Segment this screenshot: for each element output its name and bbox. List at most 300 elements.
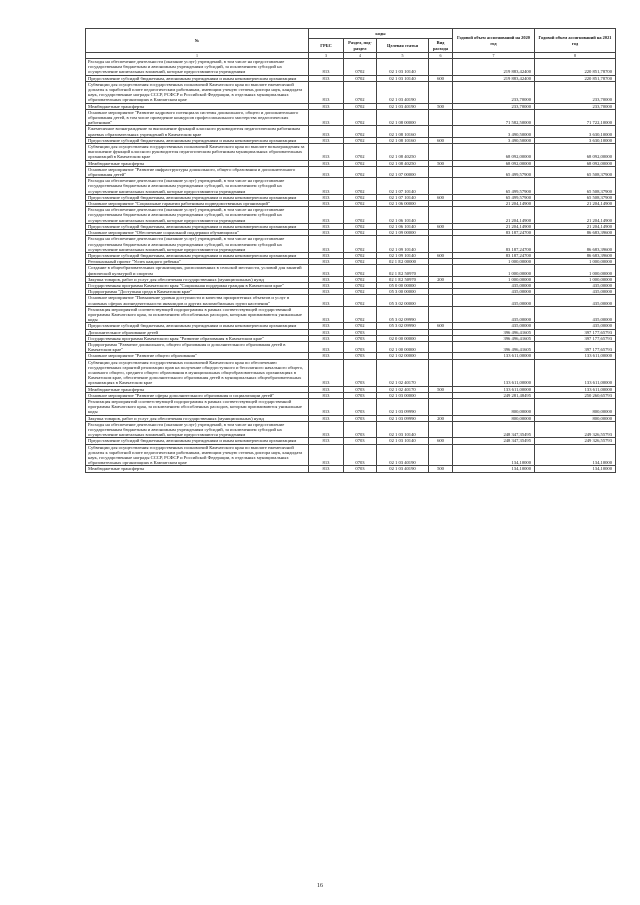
row-section-code: 0702 xyxy=(344,144,377,161)
row-target-article: 05 3 00 00000 xyxy=(377,289,429,295)
row-amount-2020: 219 883,42400 xyxy=(453,75,535,81)
header-number: № xyxy=(86,29,309,53)
row-section-code: 0703 xyxy=(344,466,377,472)
column-number: 8 xyxy=(535,53,616,59)
row-section-code: 0703 xyxy=(344,415,377,421)
row-amount-2020: 83 187,24700 xyxy=(453,252,535,258)
row-target-article: 02 1 06 00000 xyxy=(377,201,429,207)
row-section-code: 0703 xyxy=(344,359,377,386)
row-description: Подпрограмма "Доступная среда в Камчатском крае" xyxy=(86,289,309,295)
row-section-code: 0703 xyxy=(344,341,377,352)
row-amount-2021: 134,10000 xyxy=(535,444,616,466)
row-amount-2021: 250 260,65793 xyxy=(535,392,616,398)
row-amount-2020: 233,70000 xyxy=(453,81,535,103)
row-grbs-code: 813 xyxy=(309,415,344,421)
budget-table-sheet xyxy=(85,28,615,473)
table-row xyxy=(86,144,616,161)
row-expense-type xyxy=(429,166,453,177)
row-target-article: 02 1 E2 00000 xyxy=(377,259,429,265)
row-amount-2020: 83 187,24700 xyxy=(453,230,535,236)
row-amount-2021: 86 683,39600 xyxy=(535,252,616,258)
row-amount-2020: 71 582,50000 xyxy=(453,109,535,126)
row-amount-2020: 800,00000 xyxy=(453,398,535,415)
row-amount-2020: 396 496,41605 xyxy=(453,335,535,341)
row-grbs-code: 813 xyxy=(309,276,344,282)
row-amount-2020: 233,70000 xyxy=(453,103,535,109)
row-amount-2020: 435,00000 xyxy=(453,323,535,329)
row-expense-type xyxy=(429,444,453,466)
row-grbs-code: 813 xyxy=(309,359,344,386)
page-number: 16 xyxy=(317,883,323,889)
row-section-code: 0702 xyxy=(344,166,377,177)
table-row xyxy=(86,444,616,466)
row-amount-2020: 435,00000 xyxy=(453,306,535,323)
row-target-article: 05 0 00 00000 xyxy=(377,282,429,288)
row-amount-2020: 435,00000 xyxy=(453,289,535,295)
row-amount-2021: 435,00000 xyxy=(535,289,616,295)
row-grbs-code: 813 xyxy=(309,444,344,466)
row-amount-2020: 21 204,14900 xyxy=(453,201,535,207)
row-amount-2020: 248 347,35495 xyxy=(453,438,535,444)
row-grbs-code: 813 xyxy=(309,207,344,224)
row-expense-type xyxy=(429,81,453,103)
row-expense-type: 500 xyxy=(429,386,453,392)
row-expense-type: 500 xyxy=(429,160,453,166)
row-amount-2021: 133 611,00000 xyxy=(535,359,616,386)
row-grbs-code: 813 xyxy=(309,126,344,137)
header-codes: коды xyxy=(309,29,453,39)
row-expense-type: 600 xyxy=(429,194,453,200)
row-target-article: 05 3 02 09990 xyxy=(377,323,429,329)
row-section-code: 0702 xyxy=(344,306,377,323)
row-expense-type xyxy=(429,341,453,352)
row-amount-2020: 396 496,41605 xyxy=(453,341,535,352)
row-grbs-code: 813 xyxy=(309,289,344,295)
row-section-code: 0703 xyxy=(344,444,377,466)
row-expense-type: 600 xyxy=(429,438,453,444)
row-target-article: 05 3 02 00000 xyxy=(377,295,429,306)
row-grbs-code: 813 xyxy=(309,323,344,329)
row-target-article: 02 1 00 00000 xyxy=(377,341,429,352)
row-description: Основное мероприятие "Развитие инфраструктуры дошкольного, общего образования и дополнительного образования детей" xyxy=(86,166,309,177)
row-description: Основное мероприятие "Развитие сферы дополнительного образования и социализации детей" xyxy=(86,392,309,398)
row-amount-2020: 3 490,50000 xyxy=(453,137,535,143)
header-expense-type: Вид расхода xyxy=(429,39,453,53)
row-amount-2021: 86 683,39600 xyxy=(535,236,616,253)
row-target-article: 02 1 08 00000 xyxy=(377,109,429,126)
row-amount-2021: 21 204,14900 xyxy=(535,201,616,207)
row-grbs-code: 813 xyxy=(309,335,344,341)
row-section-code: 0703 xyxy=(344,329,377,335)
row-target-article: 02 1 09 10140 xyxy=(377,236,429,253)
row-amount-2021: 65 508,37900 xyxy=(535,178,616,195)
row-amount-2020: 1 000,00000 xyxy=(453,259,535,265)
row-amount-2020: 65 499,57900 xyxy=(453,178,535,195)
table-row xyxy=(86,421,616,438)
row-grbs-code: 813 xyxy=(309,329,344,335)
header-grbs: ГРБС xyxy=(309,39,344,53)
row-description: Предоставление субсидий бюджетным, автономным учреждениям и иным некоммерческим организациям xyxy=(86,137,309,143)
row-grbs-code: 813 xyxy=(309,223,344,229)
row-target-article: 02 1 02 40170 xyxy=(377,359,429,386)
row-description: Предоставление субсидий бюджетным, автономным учреждениям и иным некоммерческим организациям xyxy=(86,323,309,329)
header-year-2021: Годовой объем ассигнований на 2021 год xyxy=(535,29,616,53)
row-target-article: 02 1 08 10160 xyxy=(377,126,429,137)
row-expense-type: 200 xyxy=(429,276,453,282)
row-description: Предоставление субсидий бюджетным, автономным учреждениям и иным некоммерческим организациям xyxy=(86,252,309,258)
row-target-article: 02 1 03 40190 xyxy=(377,444,429,466)
row-expense-type: 500 xyxy=(429,466,453,472)
row-section-code: 0702 xyxy=(344,59,377,76)
row-description: Межбюджетные трансферты xyxy=(86,386,309,392)
row-description: Расходы на обеспечение деятельности (оказание услуг) учреждений, в том числе на предоставление государственным бюджетным и автономным учреждениям субсидий, за исключением субсидий на осуществление капитальных вложений, которые предоставляются учреждениям xyxy=(86,59,309,76)
row-amount-2020: 249 281,48495 xyxy=(453,392,535,398)
row-target-article: 02 1 07 10140 xyxy=(377,194,429,200)
row-description: Подпрограмма "Развитие дошкольного, общего образования и дополнительного образования детей в Камчатском крае" xyxy=(86,341,309,352)
row-amount-2020: 435,00000 xyxy=(453,295,535,306)
row-amount-2020: 65 499,57900 xyxy=(453,194,535,200)
row-section-code: 0703 xyxy=(344,335,377,341)
row-description: Ежемесячное вознаграждение за выполнение функций классного руководителя педагогическим работникам краевых образовательных учреждений в Камчатском крае xyxy=(86,126,309,137)
row-description: Основное мероприятие "Развитие общего образования" xyxy=(86,353,309,359)
row-amount-2020: 65 499,57900 xyxy=(453,166,535,177)
row-target-article: 02 1 09 10140 xyxy=(377,252,429,258)
header-razdel: Раздел, под-раздел xyxy=(344,39,377,53)
row-description: Основное мероприятие "Развитие кадрового потенциала системы дошкольного, общего и дополнительного образования детей, в том числе проведение конкурсов профессионального мастерства педагогических работников" xyxy=(86,109,309,126)
row-description: Основное мероприятие "Социальные гарантии работникам подведомственных организаций" xyxy=(86,201,309,207)
row-description: Расходы на обеспечение деятельности (оказание услуг) учреждений, в том числе на предоставление государственным бюджетным и автономным учреждениям субсидий, за исключением субсидий на осуществление капитальных вложений, которые предоставляются учреждениям xyxy=(86,207,309,224)
row-grbs-code: 813 xyxy=(309,109,344,126)
row-target-article: 02 1 E2 50970 xyxy=(377,276,429,282)
row-target-article: 02 1 03 40190 xyxy=(377,81,429,103)
row-grbs-code: 813 xyxy=(309,265,344,276)
row-description: Дополнительное образование детей xyxy=(86,329,309,335)
row-section-code: 0702 xyxy=(344,109,377,126)
row-grbs-code: 813 xyxy=(309,160,344,166)
budget-table xyxy=(85,28,616,473)
row-target-article: 02 1 03 10140 xyxy=(377,75,429,81)
row-grbs-code: 813 xyxy=(309,421,344,438)
header-year-2020: Годовой объем ассигнований на 2020 год xyxy=(453,29,535,53)
row-expense-type xyxy=(429,295,453,306)
row-expense-type xyxy=(429,359,453,386)
row-target-article: 02 1 03 09990 xyxy=(377,398,429,415)
row-amount-2020: 1 000,00000 xyxy=(453,276,535,282)
row-amount-2021: 71 722,10000 xyxy=(535,109,616,126)
row-amount-2020: 133 611,00000 xyxy=(453,353,535,359)
row-description: Предоставление субсидий бюджетным, автономным учреждениям и иным некоммерческим организациям xyxy=(86,194,309,200)
row-grbs-code: 813 xyxy=(309,438,344,444)
row-section-code: 0702 xyxy=(344,160,377,166)
row-amount-2020: 21 204,14900 xyxy=(453,223,535,229)
row-target-article: 02 1 08 40250 xyxy=(377,160,429,166)
row-description: Расходы на обеспечение деятельности (оказание услуг) учреждений, в том числе на предоставление государственным бюджетным и автономным учреждениям субсидий, за исключением субсидий на осуществление капитальных вложений, которые предоставляются учреждениям xyxy=(86,178,309,195)
row-section-code: 0703 xyxy=(344,386,377,392)
row-section-code: 0702 xyxy=(344,295,377,306)
row-target-article: 02 1 09 00000 xyxy=(377,230,429,236)
row-target-article: 02 0 00 00000 xyxy=(377,335,429,341)
row-amount-2021: 21 204,14900 xyxy=(535,207,616,224)
row-amount-2021: 3 630,10000 xyxy=(535,137,616,143)
row-expense-type xyxy=(429,236,453,253)
row-section-code: 0702 xyxy=(344,252,377,258)
row-target-article: 02 1 03 10140 xyxy=(377,438,429,444)
row-section-code: 0703 xyxy=(344,398,377,415)
table-row xyxy=(86,341,616,352)
table-row xyxy=(86,59,616,76)
row-section-code: 0702 xyxy=(344,223,377,229)
row-expense-type xyxy=(429,265,453,276)
row-target-article: 05 3 02 09990 xyxy=(377,306,429,323)
row-description: Субвенции для осуществления государственных полномочий Камчатского края по выплате ежемесячной доплаты к заработной плате педагогическим работникам, имеющим ученую степень доктора наук, кандидата наук, государственные награды СССР, РСФСР и Российской Федерации, в отдельных муниципальных образовательных организациях в Камчатском крае xyxy=(86,444,309,466)
row-section-code: 0702 xyxy=(344,137,377,143)
row-target-article: 02 1 03 40190 xyxy=(377,466,429,472)
row-amount-2021: 86 683,39600 xyxy=(535,230,616,236)
row-amount-2021: 1 000,00000 xyxy=(535,265,616,276)
row-expense-type xyxy=(429,178,453,195)
row-description: Предоставление субсидий бюджетным, автономным учреждениям и иным некоммерческим организациям xyxy=(86,223,309,229)
row-amount-2021: 249 326,55793 xyxy=(535,438,616,444)
row-amount-2020: 248 347,35495 xyxy=(453,421,535,438)
row-expense-type: 600 xyxy=(429,252,453,258)
row-amount-2021: 220 851,78700 xyxy=(535,59,616,76)
table-row xyxy=(86,295,616,306)
table-row xyxy=(86,207,616,224)
row-description: Региональный проект "Успех каждого ребенка" xyxy=(86,259,309,265)
row-expense-type xyxy=(429,306,453,323)
row-grbs-code: 813 xyxy=(309,144,344,161)
row-amount-2021: 233,70000 xyxy=(535,103,616,109)
row-description: Закупка товаров, работ и услуг для обеспечения государственных (муниципальных) нужд xyxy=(86,276,309,282)
row-section-code: 0703 xyxy=(344,392,377,398)
table-row xyxy=(86,178,616,195)
table-row xyxy=(86,81,616,103)
row-grbs-code: 813 xyxy=(309,59,344,76)
row-grbs-code: 813 xyxy=(309,137,344,143)
row-target-article: 02 1 03 10140 xyxy=(377,421,429,438)
column-number: 1 xyxy=(86,53,309,59)
row-expense-type xyxy=(429,207,453,224)
column-number: 6 xyxy=(429,53,453,59)
row-amount-2020: 1 000,00000 xyxy=(453,265,535,276)
row-grbs-code: 813 xyxy=(309,201,344,207)
row-amount-2020: 134,10000 xyxy=(453,444,535,466)
row-amount-2020: 435,00000 xyxy=(453,282,535,288)
column-number: 5 xyxy=(377,53,429,59)
row-amount-2021: 397 177,65793 xyxy=(535,335,616,341)
row-description: Межбюджетные трансферты xyxy=(86,466,309,472)
row-section-code: 0702 xyxy=(344,201,377,207)
row-description: Государственная программа Камчатского края "Развитие образования в Камчатском крае" xyxy=(86,335,309,341)
table-row xyxy=(86,306,616,323)
row-section-code: 0702 xyxy=(344,323,377,329)
row-description: Государственная программа Камчатского края "Социальная поддержка граждан в Камчатском крае" xyxy=(86,282,309,288)
row-section-code: 0702 xyxy=(344,282,377,288)
row-amount-2021: 133 611,00000 xyxy=(535,386,616,392)
row-amount-2021: 65 508,37900 xyxy=(535,166,616,177)
row-grbs-code: 813 xyxy=(309,166,344,177)
row-description: Основное мероприятие "Обеспечение социальной поддержки обучающихся" xyxy=(86,230,309,236)
row-amount-2021: 435,00000 xyxy=(535,306,616,323)
row-amount-2021: 435,00000 xyxy=(535,323,616,329)
header-target-article: Целевая статья xyxy=(377,39,429,53)
row-amount-2020: 68 092,00000 xyxy=(453,160,535,166)
row-section-code: 0702 xyxy=(344,103,377,109)
row-target-article: 02 1 03 10140 xyxy=(377,59,429,76)
table-row xyxy=(86,109,616,126)
row-amount-2020: 396 496,41605 xyxy=(453,329,535,335)
table-row xyxy=(86,359,616,386)
row-expense-type: 500 xyxy=(429,103,453,109)
row-section-code: 0702 xyxy=(344,289,377,295)
row-amount-2021: 133 611,00000 xyxy=(535,353,616,359)
row-amount-2021: 134,10000 xyxy=(535,466,616,472)
row-grbs-code: 813 xyxy=(309,386,344,392)
row-section-code: 0703 xyxy=(344,421,377,438)
column-number: 7 xyxy=(453,53,535,59)
row-description: Межбюджетные трансферты xyxy=(86,160,309,166)
row-description: Субвенции для осуществления государственных полномочий Камчатского края по выплате ежемесячной доплаты к заработной плате педагогическим работникам, имеющим ученую степень доктора наук, кандидата наук, государственные награды СССР, РСФСР и Российской Федерации, в отдельных муниципальных образовательных организациях в Камчатском крае xyxy=(86,81,309,103)
row-amount-2021: 435,00000 xyxy=(535,295,616,306)
row-amount-2020: 68 092,00000 xyxy=(453,144,535,161)
row-section-code: 0702 xyxy=(344,194,377,200)
row-amount-2021: 68 092,00000 xyxy=(535,160,616,166)
row-description: Закупка товаров, работ и услуг для обеспечения государственных (муниципальных) нужд xyxy=(86,415,309,421)
row-amount-2020: 134,10000 xyxy=(453,466,535,472)
row-amount-2020: 83 187,24700 xyxy=(453,236,535,253)
row-grbs-code: 813 xyxy=(309,398,344,415)
row-expense-type: 600 xyxy=(429,75,453,81)
table-row xyxy=(86,126,616,137)
row-amount-2021: 800,00000 xyxy=(535,398,616,415)
row-amount-2021: 233,70000 xyxy=(535,81,616,103)
row-amount-2020: 21 204,14900 xyxy=(453,207,535,224)
row-description: Основное мероприятие "Повышение уровня доступности и качества приоритетных объектов и услуг в основных сферах жизнедеятельности инвалидов и других маломобильных групп населения" xyxy=(86,295,309,306)
row-description: Предоставление субсидий бюджетным, автономным учреждениям и иным некоммерческим организациям xyxy=(86,438,309,444)
row-section-code: 0702 xyxy=(344,81,377,103)
row-expense-type: 600 xyxy=(429,323,453,329)
row-target-article: 02 1 03 40190 xyxy=(377,103,429,109)
row-section-code: 0702 xyxy=(344,230,377,236)
row-section-code: 0702 xyxy=(344,236,377,253)
row-expense-type xyxy=(429,126,453,137)
row-expense-type: 600 xyxy=(429,223,453,229)
row-target-article: 02 1 03 00000 xyxy=(377,392,429,398)
row-description: Субвенции для осуществления государственных полномочий Камчатского края по выплате вознаграждения за выполнение функций классного руководителя педагогическим работникам муниципальных образовательных организаций в Камчатском крае xyxy=(86,144,309,161)
row-expense-type xyxy=(429,421,453,438)
row-description: Расходы на обеспечение деятельности (оказание услуг) учреждений, в том числе на предоставление государственным бюджетным и автономным учреждениям субсидий, за исключением субсидий на осуществление капитальных вложений, которые предоставляются учреждениям xyxy=(86,236,309,253)
row-grbs-code: 813 xyxy=(309,392,344,398)
row-grbs-code: 813 xyxy=(309,353,344,359)
row-amount-2020: 133 611,00000 xyxy=(453,359,535,386)
row-amount-2020: 800,00000 xyxy=(453,415,535,421)
row-description: Создание в общеобразовательных организациях, расположенных в сельской местности, условий для занятий физической культурой и спортом xyxy=(86,265,309,276)
row-amount-2020: 3 490,50000 xyxy=(453,126,535,137)
row-grbs-code: 813 xyxy=(309,295,344,306)
row-grbs-code: 813 xyxy=(309,103,344,109)
row-section-code: 0702 xyxy=(344,178,377,195)
row-amount-2021: 800,00000 xyxy=(535,415,616,421)
row-amount-2021: 1 000,00000 xyxy=(535,276,616,282)
column-number: 4 xyxy=(344,53,377,59)
row-expense-type xyxy=(429,59,453,76)
table-row xyxy=(86,466,616,472)
row-expense-type: 600 xyxy=(429,137,453,143)
row-amount-2021: 1 000,00000 xyxy=(535,259,616,265)
row-amount-2021: 3 630,10000 xyxy=(535,126,616,137)
row-grbs-code: 813 xyxy=(309,252,344,258)
row-expense-type xyxy=(429,144,453,161)
row-description: Расходы на обеспечение деятельности (оказание услуг) учреждений, в том числе на предоставление государственным бюджетным и автономным учреждениям субсидий, за исключением субсидий на осуществление капитальных вложений, которые предоставляются учреждениям xyxy=(86,421,309,438)
row-section-code: 0702 xyxy=(344,259,377,265)
row-target-article: 02 1 02 40170 xyxy=(377,386,429,392)
row-grbs-code: 813 xyxy=(309,75,344,81)
row-section-code: 0702 xyxy=(344,75,377,81)
row-grbs-code: 813 xyxy=(309,341,344,352)
row-grbs-code: 813 xyxy=(309,282,344,288)
column-number: 3 xyxy=(309,53,344,59)
row-amount-2021: 220 851,78700 xyxy=(535,75,616,81)
row-section-code: 0702 xyxy=(344,126,377,137)
row-description: Предоставление субсидий бюджетным, автономным учреждениям и иным некоммерческим организациям xyxy=(86,75,309,81)
row-amount-2021: 435,00000 xyxy=(535,282,616,288)
row-grbs-code: 813 xyxy=(309,259,344,265)
row-description: Межбюджетные трансферты xyxy=(86,103,309,109)
budget-rows xyxy=(86,59,616,473)
row-grbs-code: 813 xyxy=(309,81,344,103)
table-row xyxy=(86,398,616,415)
row-section-code: 0703 xyxy=(344,438,377,444)
row-amount-2020: 133 611,00000 xyxy=(453,386,535,392)
table-row xyxy=(86,166,616,177)
row-grbs-code: 813 xyxy=(309,466,344,472)
row-description: Реализация мероприятий соответствующей подпрограммы в рамках соответствующей государственной программы Камчатского края, за исключением обособленных расходов, которым присваиваются уникальные коды xyxy=(86,398,309,415)
row-target-article: 02 1 07 00000 xyxy=(377,166,429,177)
row-target-article: 02 1 03 09990 xyxy=(377,415,429,421)
row-grbs-code: 813 xyxy=(309,306,344,323)
row-target-article: 02 1 08 10160 xyxy=(377,137,429,143)
row-section-code: 0702 xyxy=(344,207,377,224)
row-grbs-code: 813 xyxy=(309,230,344,236)
row-target-article: 02 1 08 40250 xyxy=(377,144,429,161)
row-target-article: 02 1 E2 50970 xyxy=(377,265,429,276)
row-target-article: 02 1 06 10140 xyxy=(377,207,429,224)
row-description: Субвенции для осуществления государственных полномочий Камчатского края по обеспечению государственных гарантий реализации прав на получение общедоступного и бесплатного начального общего, основного общего, среднего общего образования в муниципальных общеобразовательных организациях в Камчатском крае, обеспечение дополнительного образования детей в муниципальных общеобразовательных организациях в Камчатском крае xyxy=(86,359,309,386)
row-section-code: 0702 xyxy=(344,265,377,276)
row-expense-type: 200 xyxy=(429,415,453,421)
row-amount-2021: 397 177,65793 xyxy=(535,341,616,352)
row-target-article: 02 1 02 00000 xyxy=(377,353,429,359)
table-row xyxy=(86,265,616,276)
table-row xyxy=(86,236,616,253)
row-expense-type xyxy=(429,109,453,126)
row-amount-2021: 68 092,00000 xyxy=(535,144,616,161)
row-section-code: 0703 xyxy=(344,353,377,359)
row-target-article: 02 1 07 10140 xyxy=(377,178,429,195)
row-amount-2021: 21 204,14900 xyxy=(535,223,616,229)
row-amount-2021: 397 177,65793 xyxy=(535,329,616,335)
row-amount-2021: 249 326,55793 xyxy=(535,421,616,438)
row-section-code: 0702 xyxy=(344,276,377,282)
row-grbs-code: 813 xyxy=(309,194,344,200)
row-grbs-code: 813 xyxy=(309,236,344,253)
row-amount-2021: 65 508,37900 xyxy=(535,194,616,200)
row-grbs-code: 813 xyxy=(309,178,344,195)
row-target-article: 02 1 06 10140 xyxy=(377,223,429,229)
row-description: Реализация мероприятий соответствующей подпрограммы в рамках соответствующей государственной программы Камчатского края, за исключением обособленных расходов, которым присваиваются уникальные коды xyxy=(86,306,309,323)
row-expense-type xyxy=(429,398,453,415)
row-amount-2020: 219 883,42400 xyxy=(453,59,535,76)
